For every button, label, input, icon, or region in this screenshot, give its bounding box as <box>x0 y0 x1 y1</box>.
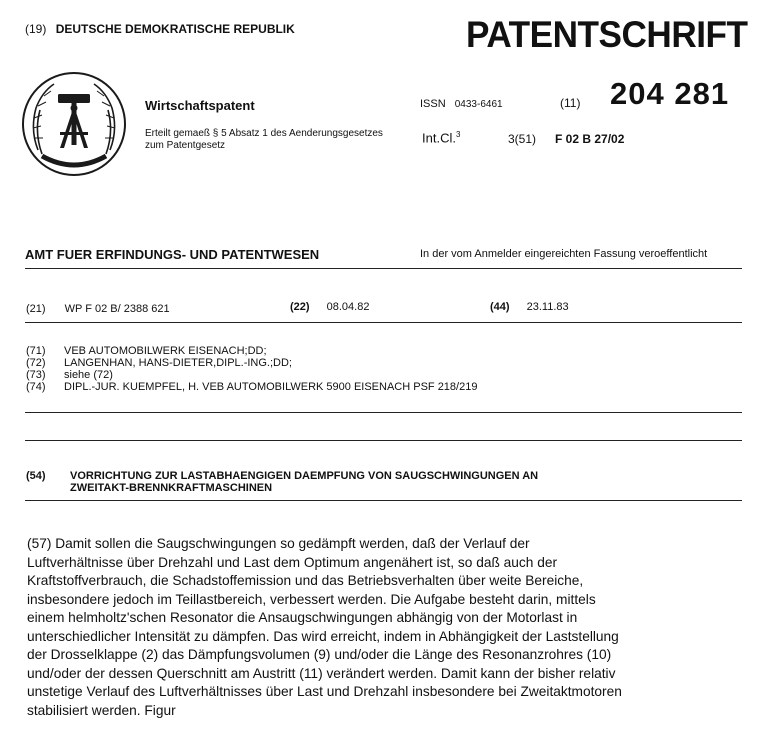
doc-type-title: PATENTSCHRIFT <box>466 14 748 55</box>
app-number: WP F 02 B/ 2388 621 <box>64 303 170 315</box>
abstract-line: der Drosselklappe (2) das Dämpfungsvolumen (9) und/oder die Länge des Resonanzrohres (10) <box>27 646 612 662</box>
abstract-line: (57) Damit sollen die Saugschwingungen so gedämpft werden, daß der Verlauf der <box>27 535 530 551</box>
issn-label: ISSN <box>420 98 446 110</box>
abstract-line: stabilisiert werden. Figur <box>27 701 176 718</box>
abstract-line: und/oder der dessen Querschnitt am Austritt (11) verändert werden. Damit kann der bisher relativ <box>27 664 616 681</box>
abstract-line: unstetige Verlauf des Luftverhältnisses über Last und Drehzahl insbesondere bei Zweitaktmotoren <box>27 683 622 699</box>
office-name: AMT FUER ERFINDUNGS- UND PATENTWESEN <box>25 247 320 262</box>
date44-code: (44) <box>490 301 510 313</box>
rule-parties <box>25 412 742 413</box>
country-code: (19) <box>25 22 47 36</box>
ddr-state-emblem <box>20 70 128 178</box>
title-line1: VORRICHTUNG ZUR LASTABHAENGIGEN DAEMPFUNG VON SAUGSCHWINGUNGEN AN <box>70 470 539 482</box>
party-row: (74) DIPL.-JUR. KUEMPFEL, H. VEB AUTOMOBILWERK 5900 EISENACH PSF 218/219 <box>26 381 478 393</box>
date44-value: 23.11.83 <box>526 301 569 313</box>
patent-kind: Wirtschaftspatent <box>145 98 255 113</box>
grant-note-line1: Erteilt gemaeß § 5 Absatz 1 des Aenderungsgesetzes <box>145 128 383 139</box>
app-code: (21) <box>26 303 46 315</box>
grant-note-line2: zum Patentgesetz <box>145 140 226 151</box>
publication-note: In der vom Anmelder eingereichten Fassung veroeffentlicht <box>420 248 708 260</box>
patent-number: 204 281 <box>610 76 730 111</box>
party-row: (71) VEB AUTOMOBILWERK EISENACH;DD; <box>26 345 267 357</box>
number-code: (11) <box>560 96 581 110</box>
abstract-line: einem helmholtz'schen Resonator die Ansaugschwingungen abhängig von der Motorlast in <box>27 609 578 625</box>
rule-office <box>25 268 742 269</box>
title-line2: ZWEITAKT-BRENNKRAFTMASCHINEN <box>70 482 273 494</box>
title-code: (54) <box>26 470 46 482</box>
intcl-code: 3(51) <box>508 132 537 146</box>
abstract <box>27 534 622 719</box>
rule-filing <box>25 322 742 323</box>
party-row: (73) siehe (72) <box>26 369 113 381</box>
rule-title <box>25 500 742 501</box>
party-row: (72) LANGENHAN, HANS-DIETER,DIPL.-ING.;DD; <box>26 357 292 369</box>
abstract-line: Luftverhältnisse über Drehzahl und Last dem Optimum angenähert ist, so daß auch der <box>27 553 558 570</box>
parties-block <box>26 345 477 393</box>
issn-value: 0433-6461 <box>454 99 503 110</box>
abstract-line: insbesondere jedoch im Teillastbereich, verbessert werden. Die Aufgabe besteht darin, mittels <box>27 590 596 607</box>
intcl-value: F 02 B 27/02 <box>555 132 625 146</box>
date22-value: 08.04.82 <box>326 301 370 313</box>
abstract-line: unterschiedlicher Intensität zu dämpfen. Das wird erreicht, indem in Abhängigkeit der Laststellung <box>27 627 619 644</box>
intcl-sup: 3 <box>455 130 461 139</box>
date22-code: (22) <box>290 301 310 313</box>
country-name: DEUTSCHE DEMOKRATISCHE REPUBLIK <box>55 22 295 36</box>
rule-blank <box>25 440 742 441</box>
abstract-line: Kraftstoffverbrauch, die Schadstoffemission und das Betriebsverhalten über weite Bereiche, <box>27 572 584 588</box>
intcl-label: Int.Cl. <box>422 130 456 146</box>
